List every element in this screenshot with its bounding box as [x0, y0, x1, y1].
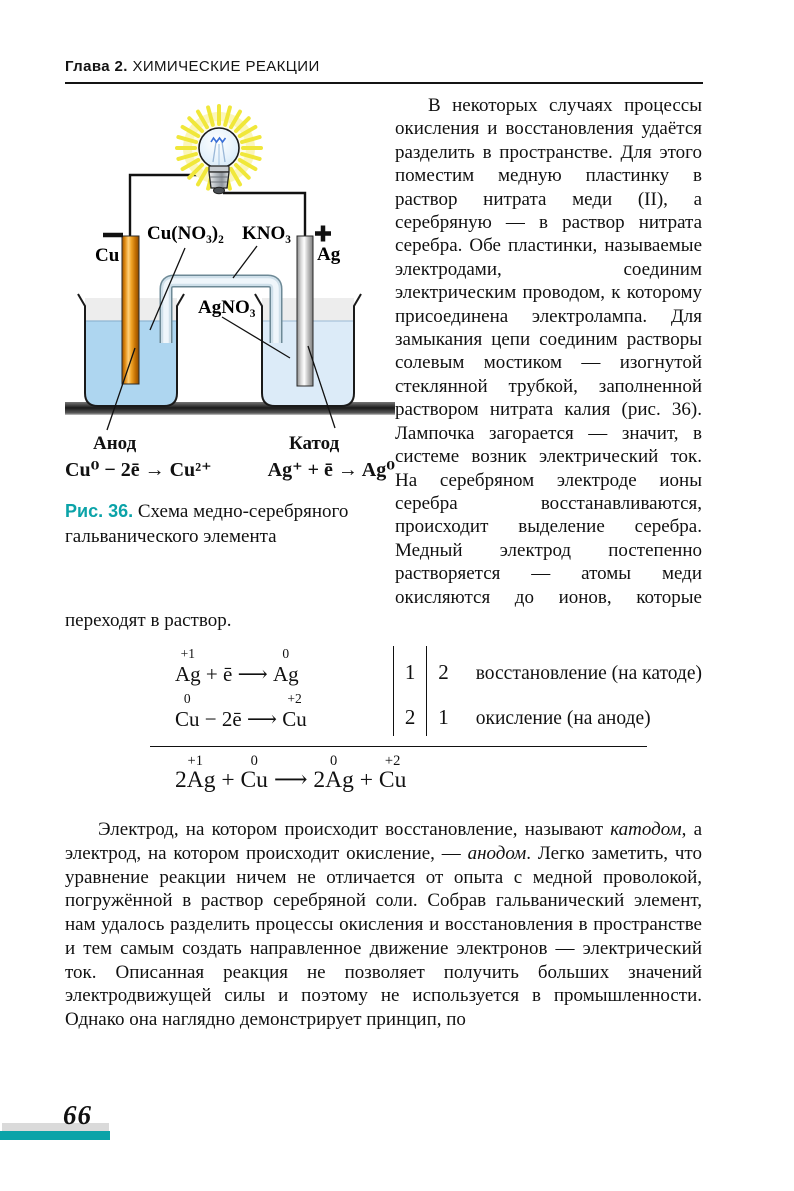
half-reaction-formulas — [175, 646, 393, 736]
page-number: 66 — [63, 1100, 92, 1130]
half-reaction-2 — [175, 691, 375, 736]
half-reaction-1 — [175, 646, 375, 691]
anode-label: Анод — [93, 433, 137, 454]
ox-state: 0 — [330, 753, 338, 770]
term: Cu — [240, 767, 268, 794]
light-bulb-icon — [199, 128, 239, 194]
reaction-arrow: ⟶ — [267, 767, 314, 794]
label-ag-electrode: Ag — [317, 244, 341, 265]
paragraph-2-text: . Легко заметить, что уравнение реакции ничем не отличается от опыта с медной проволокой, погружённой в раствор серебряной соли. Собрав гальванический элемент, нам удалось разделить процессы окисления и восстановления в пространстве и тем самым создать направленное движение электронов — электрический ток. Описанная реакция не позволяет получить больших значений электродвижущей силы и поэтому не используется в промышленности. Однако она наглядно демонстрирует принцип, по — [65, 843, 702, 1030]
label-cu-electrode: Cu — [95, 245, 120, 266]
footer-teal-bar — [0, 1131, 110, 1140]
paragraph-2 — [65, 818, 702, 1031]
paragraph-2-text: , а электрод, на котором происходит окисление, — — [65, 819, 703, 865]
label-copper-nitrate: Cu(NO₃)₂ — [147, 223, 224, 244]
reaction-middle: + ē ⟶ — [200, 662, 273, 687]
silver-electrode — [297, 236, 313, 386]
electron-factors — [394, 646, 426, 736]
figure-36-galvanic-cell — [65, 98, 395, 549]
anode-equation: Cu⁰ − 2ē → Cu²⁺ — [65, 459, 212, 481]
term: 2Ag — [313, 767, 354, 794]
reactant: Ag — [175, 662, 201, 687]
balance-coefficients — [427, 646, 459, 736]
label-silver-nitrate: AgNO₃ — [198, 297, 256, 318]
ox-state: +2 — [384, 753, 401, 770]
galvanic-cell-diagram — [65, 98, 395, 433]
product: Cu — [282, 707, 307, 732]
factor: 2 — [404, 705, 416, 730]
ox-state: 0 — [282, 646, 290, 662]
plus-sign-icon — [315, 226, 331, 242]
plus: + — [215, 767, 241, 794]
paragraph-1-text: В некоторых случаях процессы окисления и восстановления удаётся разделить в пространстве. Для этого поместим медную пластинку в раствор нитрата меди (II), а серебряную — в раствор нитрата серебра. Обе пластинки, называемые электродами, соединим электрическим проводом, к которому присоединена электролампа. Для замыкания цепи соединим растворы солевым мостиком — изогнутой стеклянной трубкой, заполненной раствором нитрата калия (рис. 36). Лампочка загорается — значит, в системе возник электрический ток. На серебряном электроде ионы серебра восстанавливаются, происходит выделение серебра. Медный электрод постепенно растворяется — атомы меди окисляются до ионов, которые переходят в раствор. — [65, 95, 702, 631]
footer-gray-band — [2, 1123, 109, 1131]
cathode-equation: Ag⁺ + ē → Ag⁰ — [267, 459, 395, 481]
term: Cu — [378, 767, 407, 794]
half-reactions-block — [175, 646, 702, 736]
figure-caption-ref: Рис. 36. — [65, 501, 134, 521]
reactant: Cu — [175, 707, 200, 732]
chapter-header — [65, 58, 703, 84]
chapter-title: ХИМИЧЕСКИЕ РЕАКЦИИ — [132, 58, 320, 75]
electrode-role-labels — [65, 433, 395, 455]
plus: + — [353, 767, 379, 794]
ox-state: +2 — [287, 691, 302, 707]
ox-state: 0 — [250, 753, 258, 770]
process-labels — [460, 646, 702, 736]
process-label-reduction: восстановление (на катоде) — [475, 663, 702, 685]
figure-caption-text: Схема медно-серебряного гальванического элемента — [65, 501, 349, 547]
product: Ag — [272, 662, 299, 687]
chapter-number: Глава 2. — [65, 58, 128, 75]
coefficient: 2 — [438, 660, 449, 685]
process-label-oxidation: окисление (на аноде) — [475, 708, 651, 730]
label-potassium-nitrate: KNO₃ — [242, 223, 291, 244]
reaction-middle: − 2ē ⟶ — [199, 707, 283, 732]
figure-caption — [65, 499, 395, 549]
electrode-half-equations — [65, 457, 395, 487]
cathode-label: Катод — [289, 433, 340, 454]
factor: 1 — [404, 660, 416, 685]
summation-rule — [150, 746, 647, 747]
term-anode: анодом — [467, 843, 527, 865]
ox-state: 0 — [183, 691, 191, 707]
page-body — [65, 94, 702, 1032]
term-cathode: катодом — [610, 819, 682, 841]
ox-state: +1 — [180, 646, 196, 662]
term: 2Ag — [175, 767, 216, 794]
overall-equation — [175, 750, 702, 794]
coefficient: 1 — [438, 705, 449, 730]
ox-state: +1 — [187, 753, 203, 770]
paragraph-2-text: Электрод, на котором происходит восстановление, называют — [98, 819, 611, 841]
